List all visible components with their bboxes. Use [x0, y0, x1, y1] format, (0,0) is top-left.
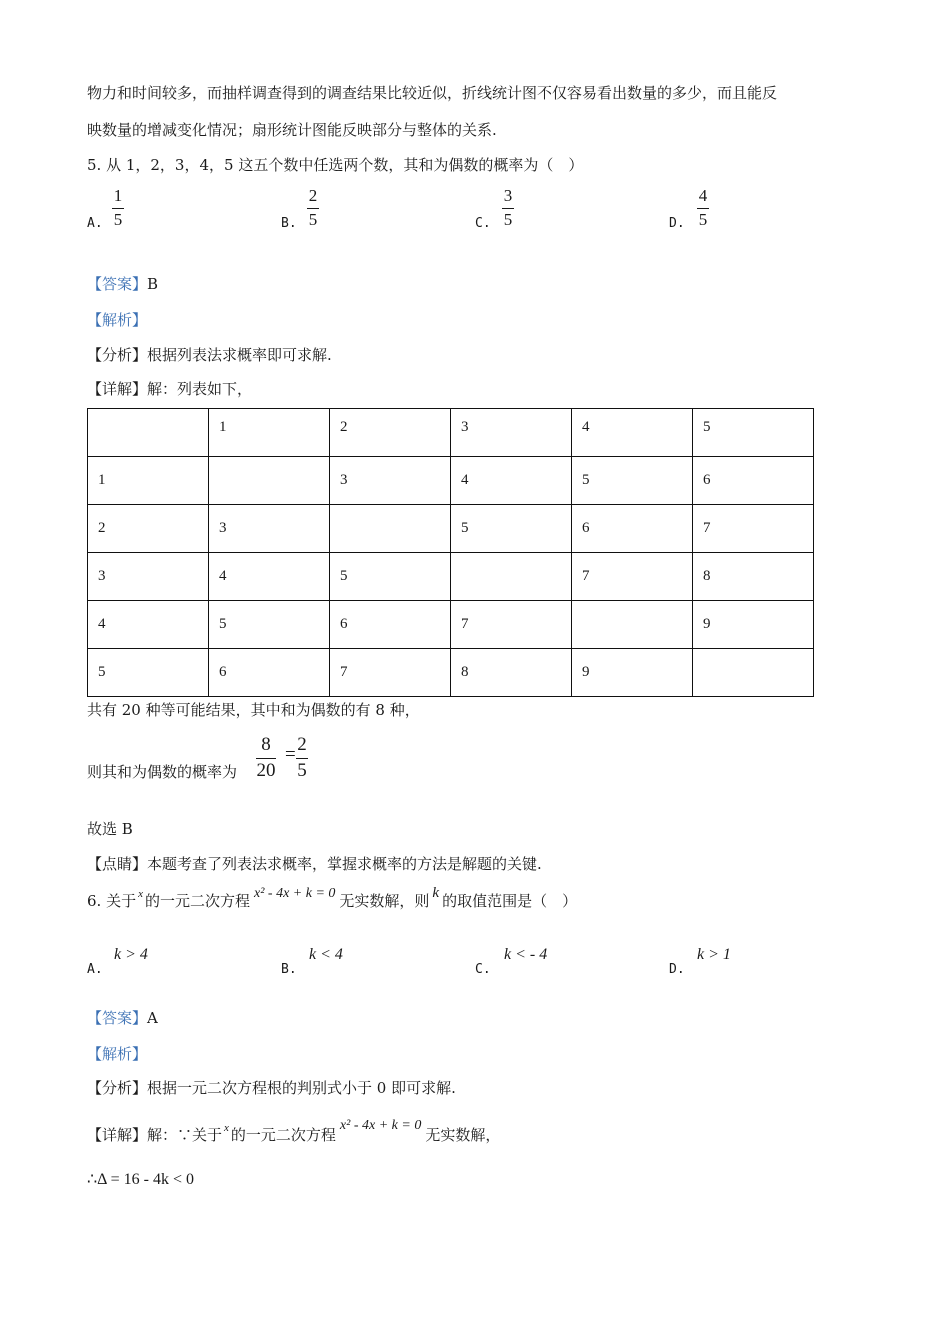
- fraction-numerator: 3: [503, 186, 513, 205]
- table-cell: 5: [693, 409, 814, 457]
- table-row: [88, 649, 814, 697]
- q5-option-a-label: A.: [87, 216, 103, 231]
- table-cell: [88, 409, 209, 457]
- q5-stem: 5. 从 1，2，3，4，5 这五个数中任选两个数，其和为偶数的概率为（ ）: [87, 156, 584, 174]
- fraction-denominator: 5: [308, 210, 318, 229]
- table-cell: 3: [88, 553, 209, 601]
- table-cell: 5: [209, 601, 330, 649]
- q5-fenxi: 【分析】根据列表法求概率即可求解.: [87, 346, 332, 364]
- table-row: [88, 409, 814, 457]
- table-cell: 4: [209, 553, 330, 601]
- variable-x: x: [224, 1122, 229, 1134]
- q5-dianjing: 【点睛】本题考查了列表法求概率，掌握求概率的方法是解题的关键.: [87, 855, 542, 873]
- prob-fraction-1: [256, 734, 276, 782]
- q5-option-b-fraction: [307, 186, 319, 230]
- q6-option-c-label: C.: [475, 962, 491, 977]
- q6-option-d-label: D.: [669, 962, 685, 977]
- stem-part: 6. 关于: [87, 892, 137, 910]
- sum-table: [87, 408, 814, 697]
- table-cell: 9: [693, 601, 814, 649]
- q6-option-a-label: A.: [87, 962, 103, 977]
- answer-tag: 【答案】: [87, 1009, 148, 1027]
- table-cell: [451, 553, 572, 601]
- q5-option-d-label: D.: [669, 216, 685, 231]
- table-cell: 7: [693, 505, 814, 553]
- q6-answer-line: [87, 1007, 158, 1028]
- q5-xiangjie: 【详解】解：列表如下，: [87, 380, 253, 398]
- equation: x² - 4x + k = 0: [339, 1118, 422, 1133]
- xj-part: 无实数解，: [425, 1126, 501, 1144]
- table-cell: 8: [693, 553, 814, 601]
- q5-prob-prefix: 则其和为偶数的概率为: [87, 763, 238, 781]
- q6-option-c-expr: k < - 4: [504, 946, 548, 963]
- fraction-numerator: 1: [113, 186, 123, 205]
- prob-fraction-2: [296, 734, 308, 782]
- q5-option-c-fraction: [502, 186, 514, 230]
- prob-equals: =: [285, 744, 296, 765]
- table-cell: 1: [209, 409, 330, 457]
- table-cell: 3: [451, 409, 572, 457]
- q6-option-b-expr: k < 4: [309, 946, 343, 963]
- intro-line-1: 物力和时间较多，而抽样调查得到的调查结果比较近似，折线统计图不仅容易看出数量的多少，而且能反: [87, 84, 778, 102]
- table-cell: 3: [330, 457, 451, 505]
- table-cell: 6: [330, 601, 451, 649]
- q6-option-a-expr: k > 4: [114, 946, 148, 963]
- fraction-denominator: 5: [297, 760, 307, 781]
- table-row: [88, 505, 814, 553]
- table-cell: 6: [572, 505, 693, 553]
- variable-x: x: [138, 888, 143, 900]
- fraction-denominator: 5: [698, 210, 708, 229]
- q5-option-b-label: B.: [281, 216, 297, 231]
- table-cell: 2: [330, 409, 451, 457]
- q5-option-c-label: C.: [475, 216, 491, 231]
- fraction-denominator: 5: [503, 210, 513, 229]
- table-cell: 5: [451, 505, 572, 553]
- table-row: [88, 457, 814, 505]
- table-row: [88, 553, 814, 601]
- fraction-numerator: 4: [698, 186, 708, 205]
- fraction-numerator: 2: [297, 734, 307, 755]
- table-cell: [572, 601, 693, 649]
- stem-part: 的取值范围是（ ）: [442, 892, 578, 910]
- xj-part: 【详解】解：∵关于: [87, 1126, 223, 1144]
- table-cell: 4: [572, 409, 693, 457]
- stem-part: 无实数解，则: [339, 892, 430, 910]
- q5-option-a-fraction: [112, 186, 124, 230]
- q6-therefore: ∴Δ = 16 - 4k < 0: [87, 1171, 194, 1188]
- table-cell: 1: [88, 457, 209, 505]
- q6-fenxi: 【分析】根据一元二次方程根的判别式小于 0 即可求解.: [87, 1079, 456, 1097]
- q5-choose: 故选 B: [87, 820, 133, 838]
- fraction-numerator: 2: [308, 186, 318, 205]
- table-row: [88, 601, 814, 649]
- stem-part: 的一元二次方程: [144, 892, 250, 910]
- q5-analysis-tag: 【解析】: [87, 311, 148, 329]
- table-cell: [693, 649, 814, 697]
- intro-line-2: 映数量的增减变化情况；扇形统计图能反映部分与整体的关系.: [87, 121, 497, 139]
- answer-value: B: [147, 275, 159, 293]
- q6-analysis-tag: 【解析】: [87, 1045, 148, 1063]
- table-cell: [209, 457, 330, 505]
- q5-option-d-fraction: [697, 186, 709, 230]
- table-cell: 7: [572, 553, 693, 601]
- fraction-numerator: 8: [261, 734, 271, 755]
- q5-total-line: 共有 20 种等可能结果，其中和为偶数的有 8 种，: [87, 701, 420, 719]
- table-cell: 5: [330, 553, 451, 601]
- equation: x² - 4x + k = 0: [254, 886, 336, 901]
- table-cell: 3: [209, 505, 330, 553]
- table-cell: 6: [209, 649, 330, 697]
- table-cell: 8: [451, 649, 572, 697]
- table-cell: 9: [572, 649, 693, 697]
- table-cell: [330, 505, 451, 553]
- q6-option-b-label: B.: [281, 962, 297, 977]
- table-cell: 4: [451, 457, 572, 505]
- q6-option-d-expr: k > 1: [697, 946, 731, 963]
- table-cell: 7: [451, 601, 572, 649]
- answer-value: A: [147, 1009, 158, 1027]
- q6-xiangjie: [87, 1118, 501, 1145]
- table-cell: 7: [330, 649, 451, 697]
- q5-answer-line: [87, 273, 158, 294]
- fraction-denominator: 20: [256, 760, 276, 781]
- fraction-denominator: 5: [113, 210, 123, 229]
- table-cell: 5: [88, 649, 209, 697]
- table-cell: 2: [88, 505, 209, 553]
- variable-k: k: [432, 885, 440, 901]
- table-cell: 6: [693, 457, 814, 505]
- table-cell: 5: [572, 457, 693, 505]
- q6-stem: [87, 885, 578, 911]
- xj-part: 的一元二次方程: [230, 1126, 336, 1144]
- table-cell: 4: [88, 601, 209, 649]
- answer-tag: 【答案】: [87, 275, 148, 293]
